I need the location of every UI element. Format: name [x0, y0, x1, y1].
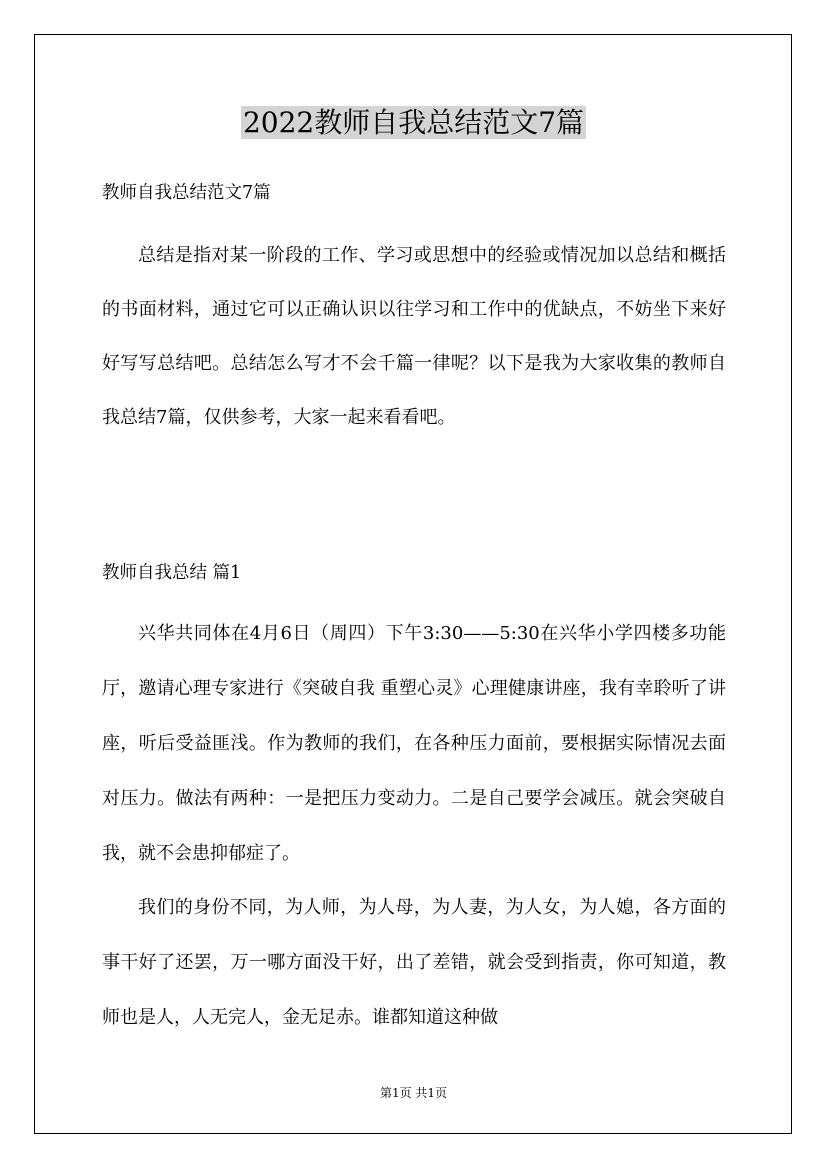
- document-title: [0, 100, 827, 146]
- document-subtitle: 教师自我总结范文7篇: [102, 183, 271, 203]
- document-title-text: 2022教师自我总结范文7篇: [242, 106, 585, 139]
- page-footer: 第1页 共1页: [379, 1086, 448, 1100]
- body-paragraph-2: 我们的身份不同，为人师，为人母，为人妻，为人女，为人媳，各方面的事干好了还罢，万一哪方面没干好，出了差错，就会受到指责，你可知道，教师也是人，人无完人，金无足赤。谁都知道这种做: [102, 897, 726, 1028]
- intro-paragraph: 总结是指对某一阶段的工作、学习或思想中的经验或情况加以总结和概括的书面材料，通过它可以正确认识以往学习和工作中的优缺点，不妨坐下来好好写写总结吧。总结怎么写才不会千篇一律呢？以下是我为大家收集的教师自我总结7篇，仅供参考，大家一起来看看吧。: [102, 245, 726, 428]
- section-heading: 教师自我总结 篇1: [102, 563, 242, 583]
- body-paragraph-1: 兴华共同体在4月6日（周四）下午3:30——5:30在兴华小学四楼多功能厅，邀请心理专家进行《突破自我 重塑心灵》心理健康讲座，我有幸聆听了讲座，听后受益匪浅。作为教师的我们，在各种压力面前，要根据实际情况去面对压力。做法有两种：一是把压力变动力。二是自己要学会减压。就会突破自我，就不会患抑郁症了。: [102, 623, 726, 864]
